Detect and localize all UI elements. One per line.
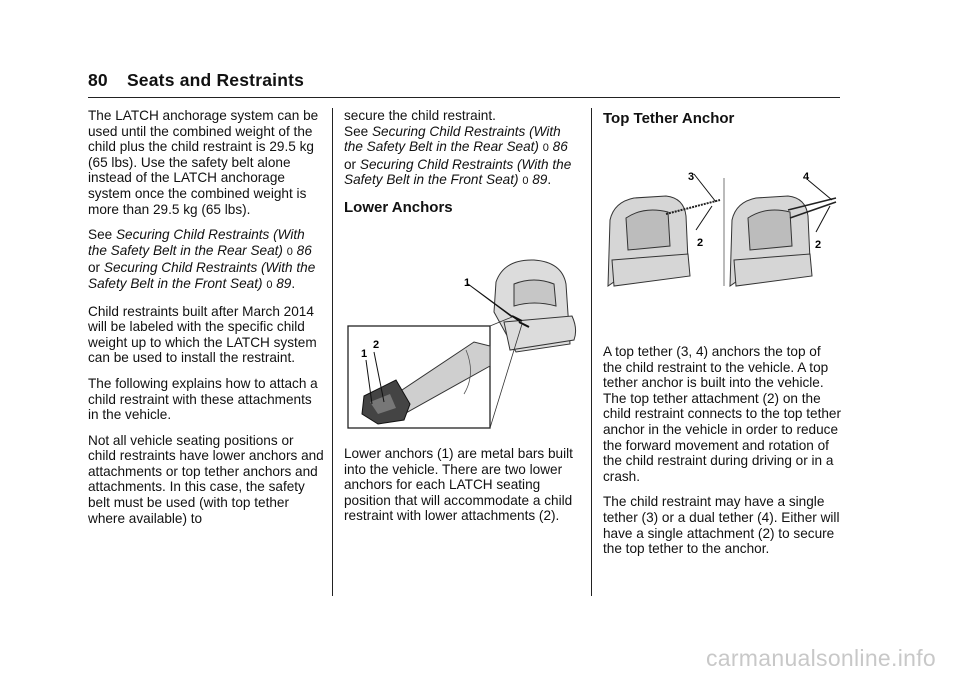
paragraph-single-dual: The child restraint may have a single tether (3) or a dual tether (4). Either will have a single attachment (2) to secure the top tether to the anchor.: [603, 494, 840, 557]
header-rule: [88, 97, 840, 98]
column-divider-2: [591, 108, 592, 596]
paragraph-attach: The following explains how to attach a child restraint with these attachments in the vehicle.: [88, 375, 318, 423]
page-number: 80: [88, 70, 108, 90]
cross-reference-rear[interactable]: Securing Child Restraints (With the Safety Belt in the Rear Seat): [88, 227, 305, 258]
section-title: Seats and Restraints: [126, 70, 305, 90]
page-ref-86-2[interactable]: 86: [548, 139, 568, 155]
paragraph-top-tether: A top tether (3, 4) anchors the top of the child restraint to the vehicle. A top tether anchor is built into the vehicle. The top tether attachment (2) on the child restraint connects to the top tether anchor in the vehicle in order to reduce the forward movement and rotation of the child restraint during driving or in a crash.: [603, 344, 842, 484]
figure-label-2a: 2: [697, 237, 704, 249]
paragraph-not-all: Not all vehicle seating positions or child restraints have lower anchors and attachments or top tether anchors and attachments. In this case, the safety belt must be used (with top tether where available) to: [88, 432, 324, 526]
cross-reference-front[interactable]: Securing Child Restraints (With the Safety Belt in the Front Seat): [88, 260, 316, 291]
column-1: [88, 108, 324, 536]
continued-text: secure the child restraint.: [344, 108, 496, 123]
watermark: carmanualsonline.info: [705, 645, 936, 671]
figure-label-4: 4: [803, 171, 810, 183]
paragraph-lower-anchors: Lower anchors (1) are metal bars built into the vehicle. There are two lower anchors for each LATCH seating position that will accommodate a child restraint with lower attachments (2).: [344, 446, 573, 524]
page-ref-89[interactable]: 89: [272, 275, 292, 291]
heading-top-tether-anchor: Top Tether Anchor: [603, 110, 735, 127]
top-tether-illustration: [604, 168, 842, 294]
page-ref-86[interactable]: 86: [292, 242, 312, 258]
column-3: [603, 111, 843, 127]
column-2: [344, 108, 578, 216]
paragraph-latch-limit: The LATCH anchorage system can be used until the combined weight of the child plus the child restraint is 29.5 kg (65 lbs). Use the safety belt alone instead of the LATCH anchorage system once the combined weight is more than 29.5 kg (65 lbs).: [88, 108, 319, 217]
figure-label-3: 3: [688, 171, 695, 183]
lower-anchors-illustration: [344, 254, 584, 434]
figure-label-2b: 2: [815, 239, 822, 251]
figure-label-1b: 1: [361, 348, 368, 360]
figure-label-1: 1: [464, 277, 471, 289]
page-ref-arrow-icon: 0: [542, 142, 549, 155]
paragraph-see-refs-2: See Securing Child Restraints (With the Safety Belt in the Rear Seat) 0 86 or Securing Child Restraints (With the Safety Belt in the Front Seat) 0 89.: [344, 123, 572, 188]
column-divider-1: [332, 108, 333, 596]
paragraph-see-refs: See Securing Child Restraints (With the Safety Belt in the Rear Seat) 0 86 or Securing Child Restraints (With the Safety Belt in the Front Seat) 0 89.: [88, 227, 316, 291]
heading-lower-anchors: Lower Anchors: [344, 198, 453, 216]
column-2-lower: [344, 446, 578, 534]
page-ref-arrow-icon: 0: [522, 175, 529, 188]
cross-reference-front-2[interactable]: Securing Child Restraints (With the Safety Belt in the Front Seat): [344, 156, 572, 188]
page-ref-arrow-icon: 0: [266, 278, 273, 291]
page-ref-arrow-icon: 0: [286, 245, 293, 258]
figure-label-2: 2: [373, 339, 380, 351]
page-ref-89-2[interactable]: 89: [528, 172, 548, 188]
paragraph-march-2014: Child restraints built after March 2014 will be labeled with the specific child weight up to which the LATCH system can be used to install the restraint.: [88, 303, 317, 366]
cross-reference-rear-2[interactable]: Securing Child Restraints (With the Safety Belt in the Rear Seat): [344, 123, 561, 155]
page-header: [88, 70, 304, 91]
column-3-lower: [603, 344, 843, 567]
